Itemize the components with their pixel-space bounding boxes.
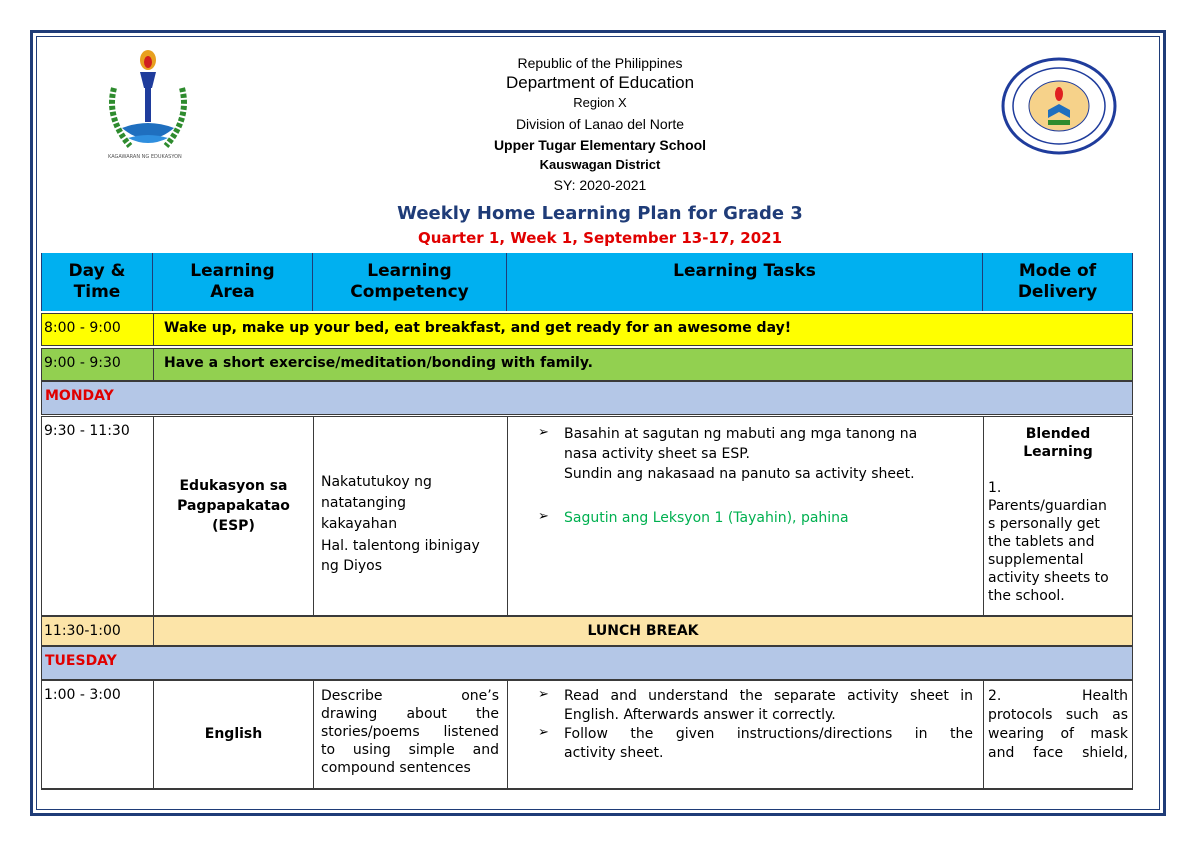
- area-line: Pagpapakatao: [177, 498, 290, 514]
- mode-line: Blended: [1025, 426, 1091, 442]
- mode-line: activity sheets to: [988, 570, 1109, 586]
- header-learning-area-line2: Area: [210, 282, 255, 303]
- school-name: Upper Tugar Elementary School: [493, 137, 707, 153]
- header-learning-competency: [313, 253, 507, 311]
- lunch-time: 11:30-1:00: [42, 617, 154, 645]
- header-learning-tasks: [507, 253, 983, 311]
- task-line-highlight: Sagutin ang Leksyon 1 (Tayahin), pahina: [564, 510, 849, 526]
- header-mode-line2: Delivery: [1017, 282, 1098, 303]
- deped-logo-icon: [100, 48, 196, 164]
- day-label: TUESDAY: [45, 653, 117, 669]
- table-row-esp: [41, 416, 1133, 616]
- plan-subtitle: Quarter 1, Week 1, September 13-17, 2021: [417, 229, 783, 247]
- division-line: Division of Lanao del Norte: [515, 116, 685, 132]
- row-mode-of-delivery: [984, 417, 1134, 615]
- row-learning-tasks: [508, 417, 984, 615]
- task-line: Read and understand the separate activity sheet in: [564, 688, 973, 704]
- department-line: Department of Education: [505, 73, 695, 92]
- school-seal-icon: [1000, 56, 1118, 156]
- table-row-english: [41, 680, 1133, 790]
- task-line: English. Afterwards answer it correctly.: [564, 707, 836, 723]
- task-line: Basahin at sagutan ng mabuti ang mga tanong na: [564, 426, 918, 442]
- header-day-time-line2: Time: [73, 282, 121, 303]
- mode-line: and face shield,: [988, 745, 1128, 761]
- task-line: activity sheet.: [564, 745, 664, 761]
- mode-line: s personally get: [988, 516, 1100, 532]
- routine-time: 9:00 - 9:30: [42, 349, 154, 380]
- row-learning-tasks: [508, 681, 984, 788]
- area-line: Edukasyon sa: [179, 478, 288, 494]
- region-line: Region X: [573, 95, 627, 110]
- routine-time: 8:00 - 9:00: [42, 314, 154, 345]
- mode-line: 2. Health: [988, 688, 1128, 704]
- deped-logo-caption: KAGAWARAN NG EDUKASYON: [108, 154, 182, 160]
- header-day-time: [41, 253, 153, 311]
- task-line: nasa activity sheet sa ESP.: [564, 446, 750, 462]
- header-learning-competency-line1: Learning: [367, 261, 452, 281]
- row-learning-competency: [314, 681, 508, 788]
- plan-title: Weekly Home Learning Plan for Grade 3: [397, 203, 803, 224]
- mode-line: wearing of mask: [988, 726, 1128, 742]
- arrow-bullet-icon: ➢: [538, 687, 549, 702]
- day-row-tuesday: [41, 646, 1133, 680]
- header-learning-area: [153, 253, 313, 311]
- row-mode-of-delivery: [984, 681, 1134, 788]
- routine-row-exercise: [41, 348, 1133, 381]
- district-line: Kauswagan District: [539, 157, 661, 172]
- mode-line: the tablets and: [988, 534, 1095, 550]
- task-line: Sundin ang nakasaad na panuto sa activity sheet.: [564, 466, 915, 482]
- header-learning-tasks-label: Learning Tasks: [673, 261, 816, 281]
- row-time: 9:30 - 11:30: [42, 417, 154, 615]
- area-line: (ESP): [212, 518, 255, 534]
- row-time: 1:00 - 3:00: [42, 681, 154, 788]
- mode-line: protocols such as: [988, 707, 1128, 723]
- day-row-monday: [41, 381, 1133, 415]
- header-mode-line1: Mode of: [1018, 261, 1097, 281]
- routine-text: Have a short exercise/meditation/bonding with family.: [164, 355, 594, 371]
- competency-line: Nakatutukoy ng: [321, 474, 432, 490]
- arrow-bullet-icon: ➢: [538, 509, 549, 524]
- task-line: Follow the given instructions/directions in the: [564, 726, 973, 742]
- arrow-bullet-icon: ➢: [538, 725, 549, 740]
- competency-line: ng Diyos: [321, 558, 383, 574]
- mode-line: the school.: [988, 588, 1065, 604]
- routine-text: Wake up, make up your bed, eat breakfast, and get ready for an awesome day!: [164, 320, 792, 336]
- row-learning-area: [154, 681, 314, 788]
- lunch-row: [41, 616, 1133, 646]
- header-day-time-line1: Day &: [68, 261, 126, 281]
- header-learning-area-line1: Learning: [190, 261, 275, 281]
- row-learning-area: [154, 417, 314, 615]
- arrow-bullet-icon: ➢: [538, 425, 549, 440]
- competency-line: stories/poems listened: [321, 724, 499, 740]
- competency-line: drawing about the: [321, 706, 499, 722]
- mode-line: Learning: [1023, 444, 1093, 460]
- competency-line: Describe one’s: [321, 688, 499, 704]
- school-year: SY: 2020-2021: [553, 177, 647, 193]
- competency-line: Hal. talentong ibinigay: [321, 538, 480, 554]
- header-learning-competency-line2: Competency: [350, 282, 469, 303]
- competency-line: natatanging: [321, 495, 406, 511]
- competency-line: compound sentences: [321, 760, 471, 776]
- competency-line: to using simple and: [321, 742, 499, 758]
- lunch-label: LUNCH BREAK: [587, 623, 699, 639]
- competency-line: kakayahan: [321, 516, 398, 532]
- mode-line: 1.: [988, 480, 1002, 496]
- mode-line: Parents/guardian: [988, 498, 1107, 514]
- republic-line: Republic of the Philippines: [517, 55, 683, 71]
- routine-row-wakeup: [41, 313, 1133, 346]
- area-line: English: [204, 726, 263, 742]
- mode-line: supplemental: [988, 552, 1084, 568]
- row-learning-competency: [314, 417, 508, 615]
- header-mode-of-delivery: [983, 253, 1133, 311]
- day-label: MONDAY: [45, 388, 114, 404]
